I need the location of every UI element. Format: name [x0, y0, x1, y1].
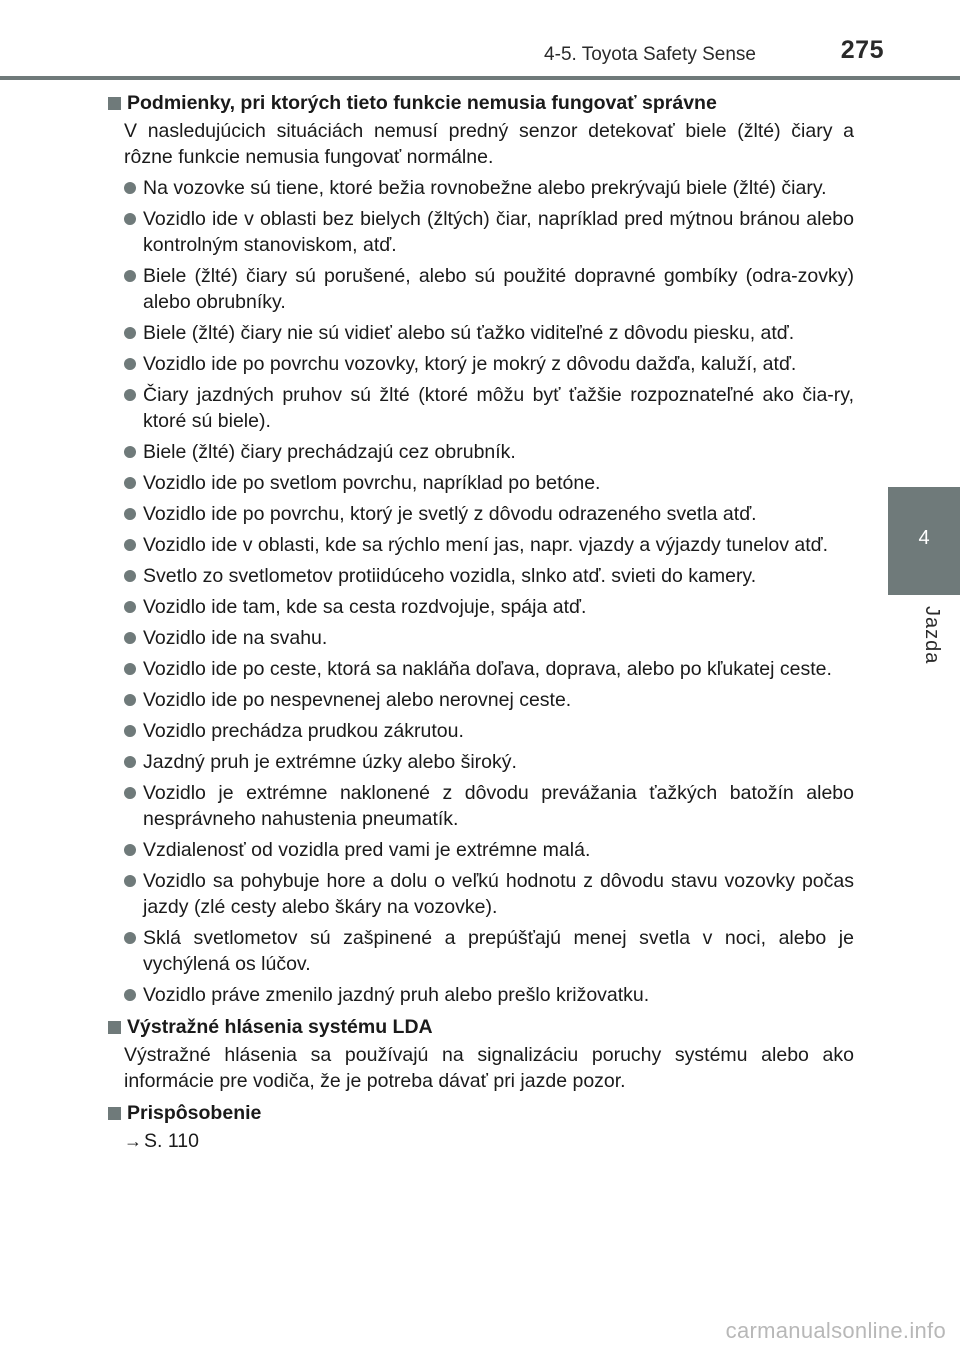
list-item: [124, 351, 854, 377]
chapter-tab: [888, 487, 960, 595]
list-item-text: Vozidlo ide tam, kde sa cesta rozdvojuje, spája atď.: [143, 596, 587, 618]
heading-text: Výstražné hlásenia systému LDA: [127, 1016, 433, 1038]
list-item: [124, 687, 854, 713]
heading-text: Prispôsobenie: [127, 1102, 262, 1124]
page-content: [108, 90, 854, 1154]
round-bullet-icon: [124, 508, 136, 520]
section-intro: Výstražné hlásenia sa používajú na signalizáciu poruchy systému alebo ako informácie pre vodiča, že je potreba dávať pri jazde pozor.: [124, 1044, 854, 1092]
round-bullet-icon: [124, 327, 136, 339]
round-bullet-icon: [124, 932, 136, 944]
page-header: [0, 0, 960, 80]
list-item-text: Biele (žlté) čiary nie sú vidieť alebo sú ťažko viditeľné z dôvodu piesku, atď.: [143, 322, 795, 344]
list-item: [124, 320, 854, 346]
list-item: [124, 718, 854, 744]
list-item-text: Vozidlo sa pohybuje hore a dolu o veľkú hodnotu z dôvodu stavu vozovky počas jazdy (zlé cesty alebo škáry na vozovke).: [143, 870, 854, 918]
list-item: [124, 868, 854, 920]
round-bullet-icon: [124, 989, 136, 1001]
list-item: [124, 925, 854, 977]
round-bullet-icon: [124, 875, 136, 887]
list-item: [124, 439, 854, 465]
section-heading-customization: [108, 1100, 854, 1126]
heading-text: Podmienky, pri ktorých tieto funkcie nemusia fungovať správne: [127, 92, 717, 114]
list-item-text: Vozidlo ide po povrchu, ktorý je svetlý z dôvodu odrazeného svetla atď.: [143, 503, 757, 525]
section-heading-conditions: [108, 90, 854, 116]
round-bullet-icon: [124, 725, 136, 737]
arrow-right-icon: →: [124, 1131, 142, 1151]
header-divider: [0, 76, 960, 80]
page-reference: [124, 1128, 854, 1154]
section-intro: V nasledujúcich situáciách nemusí predný senzor detekovať biele (žlté) čiary a rôzne funkcie nemusia fungovať normálne.: [124, 120, 854, 168]
list-item-text: Vzdialenosť od vozidla pred vami je extrémne malá.: [143, 839, 591, 861]
list-item-text: Svetlo zo svetlometov protiidúceho vozidla, slnko atď. svieti do kamery.: [143, 565, 757, 587]
list-item: [124, 470, 854, 496]
round-bullet-icon: [124, 632, 136, 644]
list-item-text: Vozidlo ide na svahu.: [143, 627, 328, 649]
round-bullet-icon: [124, 570, 136, 582]
conditions-list: [124, 175, 854, 1008]
list-item-text: Vozidlo ide v oblasti bez bielych (žltých) čiar, napríklad pred mýtnou bránou alebo kontrolným stanoviskom, atď.: [143, 208, 854, 256]
list-item-text: Biele (žlté) čiary sú porušené, alebo sú použité dopravné gombíky (odra-zovky) alebo obrubníky.: [143, 265, 854, 313]
list-item-text: Na vozovke sú tiene, ktoré bežia rovnobežne alebo prekrývajú biele (žlté) čiary.: [143, 177, 827, 199]
list-item-text: Jazdný pruh je extrémne úzky alebo široký.: [143, 751, 517, 773]
round-bullet-icon: [124, 601, 136, 613]
square-bullet-icon: [108, 1021, 121, 1034]
list-item-text: Vozidlo ide v oblasti, kde sa rýchlo mení jas, napr. vjazdy a výjazdy tunelov atď.: [143, 534, 829, 556]
section-heading-warnings: [108, 1014, 854, 1040]
round-bullet-icon: [124, 213, 136, 225]
list-item-text: Biele (žlté) čiary prechádzajú cez obrubník.: [143, 441, 516, 463]
round-bullet-icon: [124, 270, 136, 282]
round-bullet-icon: [124, 539, 136, 551]
list-item-text: Vozidlo ide po nespevnenej alebo nerovnej ceste.: [143, 689, 572, 711]
square-bullet-icon: [108, 97, 121, 110]
page-number: 275: [840, 36, 884, 64]
list-item: [124, 175, 854, 201]
list-item-text: Vozidlo je extrémne naklonené z dôvodu prevážania ťažkých batožín alebo nesprávneho nahustenia pneumatík.: [143, 782, 854, 830]
list-item-text: Vozidlo práve zmenilo jazdný pruh alebo prešlo križovatku.: [143, 984, 650, 1006]
list-item: [124, 837, 854, 863]
chapter-label: Jazda: [921, 606, 943, 665]
list-item: [124, 780, 854, 832]
square-bullet-icon: [108, 1107, 121, 1120]
list-item: [124, 206, 854, 258]
round-bullet-icon: [124, 844, 136, 856]
chapter-number: 4: [918, 527, 930, 549]
section-title: 4-5. Toyota Safety Sense: [544, 44, 756, 65]
list-item-text: Čiary jazdných pruhov sú žlté (ktoré môžu byť ťažšie rozpoznateľné ako čia-ry, ktoré sú biele).: [143, 384, 854, 432]
list-item-text: Vozidlo ide po povrchu vozovky, ktorý je mokrý z dôvodu dažďa, kaluží, atď.: [143, 353, 797, 375]
list-item: [124, 625, 854, 651]
round-bullet-icon: [124, 694, 136, 706]
round-bullet-icon: [124, 182, 136, 194]
round-bullet-icon: [124, 389, 136, 401]
round-bullet-icon: [124, 756, 136, 768]
list-item-text: Vozidlo prechádza prudkou zákrutou.: [143, 720, 464, 742]
list-item: [124, 382, 854, 434]
list-item-text: Sklá svetlometov sú zašpinené a prepúšťajú menej svetla v noci, alebo je vychýlená os lúčov.: [143, 927, 854, 975]
round-bullet-icon: [124, 663, 136, 675]
round-bullet-icon: [124, 787, 136, 799]
list-item: [124, 532, 854, 558]
list-item: [124, 263, 854, 315]
round-bullet-icon: [124, 477, 136, 489]
watermark: carmanualsonline.info: [725, 1318, 946, 1343]
list-item: [124, 749, 854, 775]
reference-link[interactable]: S. 110: [144, 1130, 199, 1152]
round-bullet-icon: [124, 358, 136, 370]
list-item: [124, 501, 854, 527]
round-bullet-icon: [124, 446, 136, 458]
list-item: [124, 656, 854, 682]
list-item: [124, 982, 854, 1008]
list-item-text: Vozidlo ide po svetlom povrchu, napríklad po betóne.: [143, 472, 601, 494]
list-item: [124, 563, 854, 589]
list-item-text: Vozidlo ide po ceste, ktorá sa nakláňa doľava, doprava, alebo po kľukatej ceste.: [143, 658, 832, 680]
list-item: [124, 594, 854, 620]
